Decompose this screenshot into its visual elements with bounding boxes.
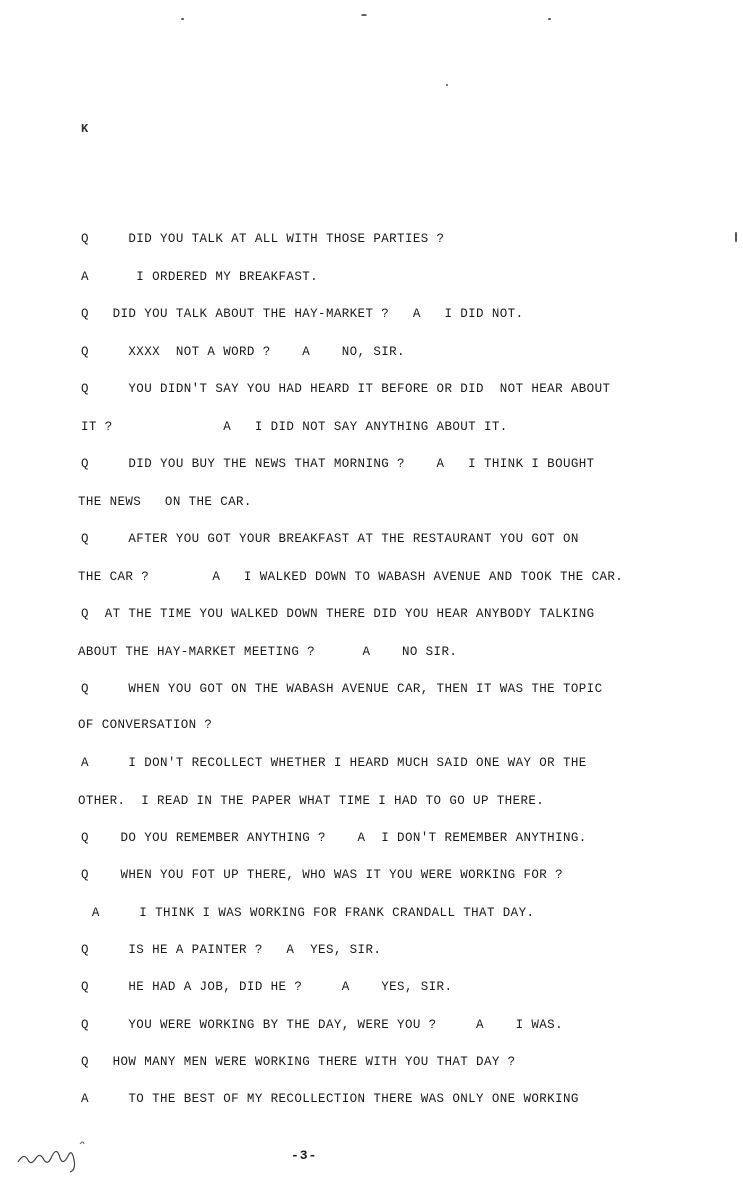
transcript-line: Q YOU DIDN'T SAY YOU HAD HEARD IT BEFORE OR DID NOT HEAR ABOUT xyxy=(81,382,611,396)
transcript-line: THE NEWS ON THE CAR. xyxy=(78,495,252,509)
transcript-line: Q DID YOU BUY THE NEWS THAT MORNING ? A I THINK I BOUGHT xyxy=(81,457,595,471)
transcript-line: Q IS HE A PAINTER ? A YES, SIR. xyxy=(81,943,382,957)
page-number: -3- xyxy=(291,1148,318,1163)
transcript-line: Q WHEN YOU FOT UP THERE, WHO WAS IT YOU WERE WORKING FOR ? xyxy=(81,868,563,882)
transcript-line: Q DID YOU TALK AT ALL WITH THOSE PARTIES ? xyxy=(81,232,445,246)
transcript-line: Q YOU WERE WORKING BY THE DAY, WERE YOU ? A I WAS. xyxy=(81,1018,563,1032)
transcript-line: Q AFTER YOU GOT YOUR BREAKFAST AT THE RESTAURANT YOU GOT ON xyxy=(81,532,579,546)
transcript-line: A I DON'T RECOLLECT WHETHER I HEARD MUCH SAID ONE WAY OR THE xyxy=(81,756,587,770)
transcript-line: Q WHEN YOU GOT ON THE WABASH AVENUE CAR, THEN IT WAS THE TOPIC xyxy=(81,682,603,696)
transcript-line: THE CAR ? A I WALKED DOWN TO WABASH AVENUE AND TOOK THE CAR. xyxy=(78,570,624,584)
handwritten-signature xyxy=(14,1136,94,1176)
ink-speck xyxy=(548,18,551,20)
transcript-line: Q AT THE TIME YOU WALKED DOWN THERE DID YOU HEAR ANYBODY TALKING xyxy=(81,607,595,621)
header-mark: K xyxy=(81,122,89,136)
transcript-line: Q DID YOU TALK ABOUT THE HAY-MARKET ? A I DID NOT. xyxy=(81,307,524,321)
ink-speck xyxy=(735,232,737,242)
transcript-line: OTHER. I READ IN THE PAPER WHAT TIME I HAD TO GO UP THERE. xyxy=(78,794,545,808)
transcript-line: Q DO YOU REMEMBER ANYTHING ? A I DON'T REMEMBER ANYTHING. xyxy=(81,831,587,845)
ink-speck xyxy=(361,14,367,16)
transcript-line: Q HE HAD A JOB, DID HE ? A YES, SIR. xyxy=(81,980,453,994)
ink-speck xyxy=(446,84,448,86)
ink-speck xyxy=(181,18,184,20)
transcript-line: A TO THE BEST OF MY RECOLLECTION THERE WAS ONLY ONE WORKING xyxy=(81,1092,579,1106)
transcript-line: A I THINK I WAS WORKING FOR FRANK CRANDALL THAT DAY. xyxy=(84,906,535,920)
transcript-line: ABOUT THE HAY-MARKET MEETING ? A NO SIR. xyxy=(78,645,458,659)
transcript-line: OF CONVERSATION ? xyxy=(78,718,213,732)
transcript-line: Q HOW MANY MEN WERE WORKING THERE WITH YOU THAT DAY ? xyxy=(81,1055,516,1069)
transcript-line: A I ORDERED MY BREAKFAST. xyxy=(81,270,319,284)
transcript-line: Q XXXX NOT A WORD ? A NO, SIR. xyxy=(81,345,405,359)
transcript-line: IT ? A I DID NOT SAY ANYTHING ABOUT IT. xyxy=(81,420,508,434)
